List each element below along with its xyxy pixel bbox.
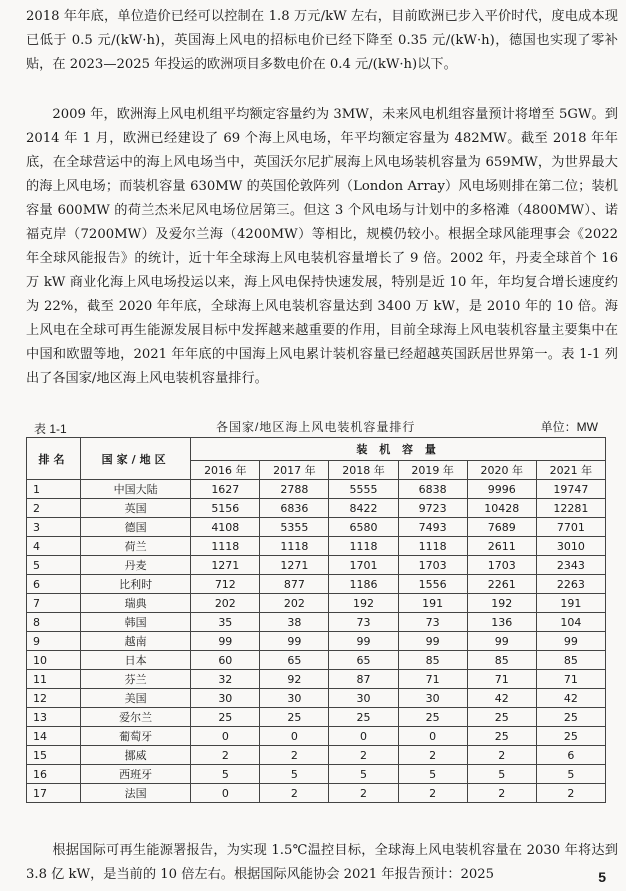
capacity-cell: 2261 (467, 575, 536, 594)
capacity-cell: 5 (191, 765, 260, 784)
rank-cell: 14 (27, 727, 81, 746)
country-cell: 芬兰 (81, 670, 191, 689)
capacity-cell: 19747 (536, 480, 605, 499)
country-cell: 丹麦 (81, 556, 191, 575)
header-year: 2018 年 (329, 461, 398, 480)
header-year: 2021 年 (536, 461, 605, 480)
capacity-cell: 0 (398, 727, 467, 746)
capacity-cell: 73 (329, 613, 398, 632)
capacity-cell: 2 (467, 746, 536, 765)
rank-cell: 1 (27, 480, 81, 499)
capacity-cell: 65 (329, 651, 398, 670)
capacity-cell: 2 (260, 784, 329, 803)
capacity-cell: 1703 (398, 556, 467, 575)
capacity-cell: 73 (398, 613, 467, 632)
rank-cell: 9 (27, 632, 81, 651)
capacity-cell: 0 (329, 727, 398, 746)
table-row (27, 499, 606, 518)
capacity-cell: 99 (329, 632, 398, 651)
capacity-cell: 0 (191, 727, 260, 746)
country-cell: 瑞典 (81, 594, 191, 613)
table-row (27, 537, 606, 556)
country-cell: 法国 (81, 784, 191, 803)
capacity-cell: 1271 (191, 556, 260, 575)
capacity-cell: 1701 (329, 556, 398, 575)
rank-cell: 17 (27, 784, 81, 803)
country-cell: 挪威 (81, 746, 191, 765)
table-row (27, 727, 606, 746)
capacity-cell: 87 (329, 670, 398, 689)
capacity-cell: 38 (260, 613, 329, 632)
capacity-cell: 7493 (398, 518, 467, 537)
capacity-cell: 6836 (260, 499, 329, 518)
header-capacity-group: 装 机 容 量 (191, 438, 606, 461)
paragraph-history (26, 103, 618, 391)
capacity-cell: 25 (467, 708, 536, 727)
rank-cell: 7 (27, 594, 81, 613)
table-row (27, 518, 606, 537)
country-cell: 荷兰 (81, 537, 191, 556)
capacity-cell: 1627 (191, 480, 260, 499)
capacity-ranking-table (26, 437, 606, 803)
paragraph-text: 根据国际可再生能源署报告，为实现 1.5℃温控目标，全球海上风电装机容量在 2030 年将达到 3.8 亿 kW，是当前的 10 倍左右。根据国际风能协会 2021 年报告预计：2025 (26, 843, 618, 882)
table-row (27, 594, 606, 613)
rank-cell: 6 (27, 575, 81, 594)
capacity-cell: 4108 (191, 518, 260, 537)
rank-cell: 4 (27, 537, 81, 556)
capacity-cell: 25 (329, 708, 398, 727)
rank-cell: 8 (27, 613, 81, 632)
rank-cell: 5 (27, 556, 81, 575)
capacity-cell: 30 (191, 689, 260, 708)
capacity-cell: 7701 (536, 518, 605, 537)
country-cell: 德国 (81, 518, 191, 537)
capacity-cell: 10428 (467, 499, 536, 518)
capacity-cell: 6 (536, 746, 605, 765)
header-year: 2020 年 (467, 461, 536, 480)
capacity-cell: 71 (467, 670, 536, 689)
capacity-cell: 1271 (260, 556, 329, 575)
table-row (27, 765, 606, 784)
capacity-cell: 5156 (191, 499, 260, 518)
capacity-cell: 1703 (467, 556, 536, 575)
table-row (27, 746, 606, 765)
header-country: 国家/地区 (81, 438, 191, 480)
capacity-cell: 192 (467, 594, 536, 613)
capacity-cell: 99 (536, 632, 605, 651)
capacity-cell: 92 (260, 670, 329, 689)
page-number: 5 (598, 869, 606, 885)
table-row (27, 651, 606, 670)
capacity-cell: 5 (467, 765, 536, 784)
capacity-cell: 877 (260, 575, 329, 594)
table-row (27, 632, 606, 651)
capacity-cell: 25 (191, 708, 260, 727)
table-row (27, 575, 606, 594)
capacity-cell: 42 (467, 689, 536, 708)
capacity-cell: 2 (329, 746, 398, 765)
rank-cell: 16 (27, 765, 81, 784)
rank-cell: 13 (27, 708, 81, 727)
capacity-cell: 2611 (467, 537, 536, 556)
capacity-cell: 12281 (536, 499, 605, 518)
capacity-cell: 5 (398, 765, 467, 784)
capacity-cell: 35 (191, 613, 260, 632)
header-year: 2019 年 (398, 461, 467, 480)
table-title: 各国家/地区海上风电装机容量排行 (216, 420, 416, 434)
country-cell: 中国大陆 (81, 480, 191, 499)
capacity-cell: 30 (260, 689, 329, 708)
rank-cell: 2 (27, 499, 81, 518)
capacity-cell: 104 (536, 613, 605, 632)
country-cell: 越南 (81, 632, 191, 651)
table-row (27, 556, 606, 575)
capacity-cell: 2 (536, 784, 605, 803)
capacity-cell: 1118 (191, 537, 260, 556)
country-cell: 英国 (81, 499, 191, 518)
rank-cell: 3 (27, 518, 81, 537)
capacity-cell: 25 (536, 727, 605, 746)
header-year: 2017 年 (260, 461, 329, 480)
capacity-cell: 25 (467, 727, 536, 746)
rank-cell: 15 (27, 746, 81, 765)
capacity-cell: 5355 (260, 518, 329, 537)
rank-cell: 11 (27, 670, 81, 689)
capacity-cell: 65 (260, 651, 329, 670)
capacity-cell: 1118 (260, 537, 329, 556)
capacity-cell: 8422 (329, 499, 398, 518)
capacity-cell: 5 (329, 765, 398, 784)
capacity-cell: 2788 (260, 480, 329, 499)
capacity-cell: 5555 (329, 480, 398, 499)
capacity-cell: 6838 (398, 480, 467, 499)
country-cell: 韩国 (81, 613, 191, 632)
paragraph-cost (26, 5, 618, 77)
capacity-cell: 5 (260, 765, 329, 784)
capacity-cell: 99 (467, 632, 536, 651)
table-row (27, 784, 606, 803)
header-year: 2016 年 (191, 461, 260, 480)
capacity-cell: 30 (398, 689, 467, 708)
country-cell: 西班牙 (81, 765, 191, 784)
capacity-cell: 99 (398, 632, 467, 651)
capacity-cell: 1186 (329, 575, 398, 594)
capacity-cell: 202 (191, 594, 260, 613)
country-cell: 比利时 (81, 575, 191, 594)
capacity-cell: 2 (191, 746, 260, 765)
capacity-cell: 1118 (329, 537, 398, 556)
capacity-cell: 25 (536, 708, 605, 727)
capacity-cell: 2343 (536, 556, 605, 575)
paragraph-text: 2009 年，欧洲海上风电机组平均额定容量约为 3MW，未来风电机组容量预计将增至 5GW。到 2014 年 1 月，欧洲已经建设了 69 个海上风电场，年平均额定容量为 482MW。截至 2018 年年底，在全球营运中的海上风电场当中，英国沃尔尼扩展海上风电场装机容量为 659MW，为世界最大的海上风电场；而装机容量 630MW 的英国伦敦阵列（London Array）风电场则排在第二位；装机容量 600MW 的荷兰杰米尼风电场位居第三。但这 3 个风电场与计划中的多格滩（4800MW）、诺福克岸（7200MW）及爱尔兰海（4200MW）等相比，规模仍较小。根据全球风能理事会《2022 年全球风能报告》的统计，近十年全球海上风电装机容量增长了 9 倍。2002 年，丹麦全球首个 16 万 kW 商业化海上风电场投运以来，海上风电保持快速发展，特别是近 10 年，年均复合增长速度约为 22%，截至 2020 年年底，全球海上风电装机容量达到 3400 万 kW，是 2010 年的 10 倍。海上风电在全球可再生能源发展目标中发挥越来越重要的作用，目前全球海上风电装机容量主要集中在中国和欧盟等地，2021 年年底的中国海上风电累计装机容量已经超越英国跃居世界第一。表 1-1 列出了各国家/地区海上风电装机容量排行。 (26, 107, 618, 386)
table-caption (26, 418, 606, 438)
capacity-cell: 202 (260, 594, 329, 613)
table-body (27, 480, 606, 803)
capacity-cell: 1556 (398, 575, 467, 594)
table-row (27, 689, 606, 708)
country-cell: 美国 (81, 689, 191, 708)
country-cell: 日本 (81, 651, 191, 670)
capacity-cell: 60 (191, 651, 260, 670)
rank-cell: 10 (27, 651, 81, 670)
table-label: 表 1-1 (34, 422, 67, 436)
capacity-cell: 2 (260, 746, 329, 765)
table-row (27, 708, 606, 727)
capacity-cell: 2 (398, 784, 467, 803)
capacity-cell: 32 (191, 670, 260, 689)
capacity-cell: 30 (329, 689, 398, 708)
capacity-cell: 71 (536, 670, 605, 689)
capacity-cell: 0 (260, 727, 329, 746)
capacity-cell: 85 (467, 651, 536, 670)
capacity-cell: 25 (260, 708, 329, 727)
header-rank: 排名 (27, 438, 81, 480)
country-cell: 爱尔兰 (81, 708, 191, 727)
capacity-cell: 191 (398, 594, 467, 613)
capacity-cell: 85 (536, 651, 605, 670)
capacity-cell: 85 (398, 651, 467, 670)
capacity-cell: 1118 (398, 537, 467, 556)
capacity-cell: 712 (191, 575, 260, 594)
capacity-cell: 191 (536, 594, 605, 613)
capacity-cell: 42 (536, 689, 605, 708)
capacity-cell: 6580 (329, 518, 398, 537)
table-row (27, 613, 606, 632)
paragraph-text: 2018 年年底，单位造价已经可以控制在 1.8 万元/kW 左右，目前欧洲已步入平价时代，度电成本现已低于 0.5 元/(kW·h)，英国海上风电的招标电价已经下降至 0.35 元/(kW·h)，德国也实现了零补贴，在 2023—2025 年投运的欧洲项目多数电价在 0.4 元/(kW·h)以下。 (26, 9, 618, 72)
table-row (27, 670, 606, 689)
capacity-cell: 2263 (536, 575, 605, 594)
capacity-cell: 25 (398, 708, 467, 727)
capacity-cell: 2 (329, 784, 398, 803)
capacity-cell: 9723 (398, 499, 467, 518)
capacity-cell: 99 (191, 632, 260, 651)
capacity-cell: 9996 (467, 480, 536, 499)
table-row (27, 480, 606, 499)
capacity-cell: 99 (260, 632, 329, 651)
capacity-cell: 5 (536, 765, 605, 784)
capacity-cell: 192 (329, 594, 398, 613)
capacity-cell: 2 (398, 746, 467, 765)
capacity-cell: 3010 (536, 537, 605, 556)
capacity-cell: 136 (467, 613, 536, 632)
table-unit: 单位：MW (540, 420, 598, 434)
capacity-cell: 0 (191, 784, 260, 803)
capacity-cell: 2 (467, 784, 536, 803)
country-cell: 葡萄牙 (81, 727, 191, 746)
rank-cell: 12 (27, 689, 81, 708)
capacity-cell: 7689 (467, 518, 536, 537)
paragraph-forecast (26, 839, 618, 887)
capacity-cell: 71 (398, 670, 467, 689)
